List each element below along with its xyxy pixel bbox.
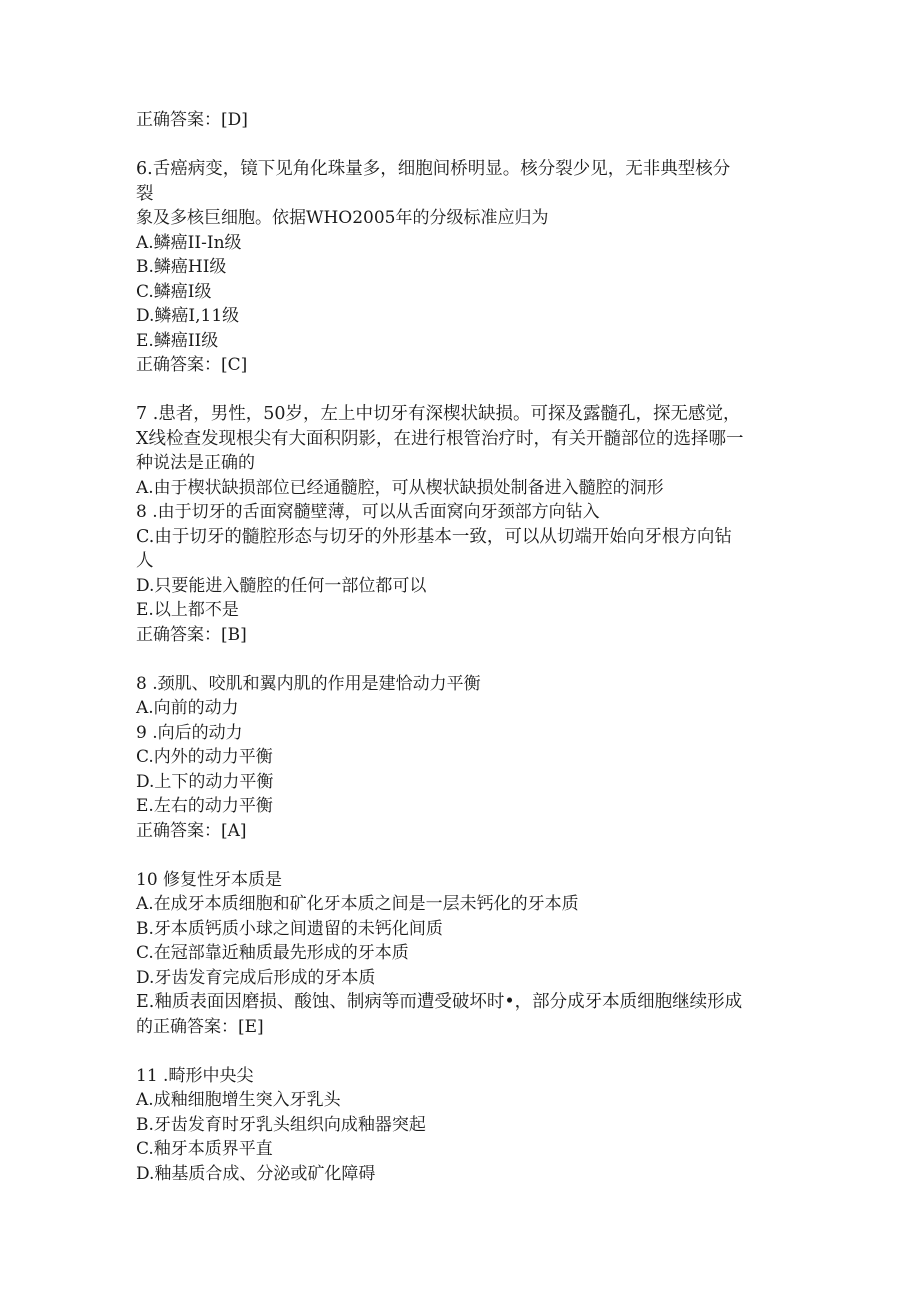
question-8-answer: 正确答案：[A] [136, 820, 247, 841]
question-10 [136, 868, 786, 1040]
question-7-stem-line-3: 种说法是正确的 [136, 453, 255, 473]
question-7-option-d: D.只要能进入髓腔的任何一部位都可以 [136, 575, 427, 596]
question-7-option-e: E.以上都不是 [136, 600, 239, 620]
question-7-answer: 正确答案：[B] [136, 624, 247, 645]
question-10-option-c: C.在冠部靠近釉质最先形成的牙本质 [136, 943, 409, 963]
question-8 [136, 672, 786, 844]
question-10-option-a: A.在成牙本质细胞和矿化牙本质之间是一层未钙化的牙本质 [136, 894, 579, 914]
question-11-option-a: A.成釉细胞增生突入牙乳头 [136, 1090, 341, 1110]
question-8-option-c: C.内外的动力平衡 [136, 747, 273, 767]
question-8-option-d: D.上下的动力平衡 [136, 771, 274, 792]
spacer [136, 133, 786, 158]
document-page [136, 108, 786, 1186]
answer-block-5 [136, 108, 786, 133]
question-11 [136, 1064, 786, 1187]
question-10-option-e: E.釉质表面因磨损、酸蚀、制病等而遭受破坏时•，部分成牙本质细胞继续形成 [136, 992, 743, 1012]
question-6-answer: 正确答案：[C] [136, 355, 248, 375]
question-7 [136, 402, 786, 647]
question-6-option-e: E.鳞癌II级 [136, 330, 219, 351]
question-11-option-d: D.釉基质合成、分泌或矿化障碍 [136, 1163, 376, 1184]
question-7-option-c-line-1: C.由于切牙的髓腔形态与切牙的外形基本一致，可以从切端开始向牙根方向钻 [136, 526, 732, 547]
question-8-option-b: 9 .向后的动力 [136, 722, 243, 743]
question-6-option-b: B.鳞癌HI级 [136, 257, 227, 277]
question-8-option-e: E.左右的动力平衡 [136, 796, 273, 816]
spacer [136, 1039, 786, 1064]
question-8-option-a: A.向前的动力 [136, 698, 239, 718]
question-6-stem-line-3: 象及多核巨细胞。依据WHO2005年的分级标准应归为 [136, 208, 549, 228]
question-11-option-b: B.牙齿发育时牙乳头组织向成釉器突起 [136, 1114, 426, 1135]
question-7-option-a: A.由于楔状缺损部位已经通髓腔，可从楔状缺损处制备进入髓腔的洞形 [136, 477, 664, 498]
question-11-option-c: C.釉牙本质界平直 [136, 1139, 273, 1159]
spacer [136, 843, 786, 868]
question-6 [136, 157, 786, 378]
question-11-stem: 11 .畸形中央尖 [136, 1065, 254, 1086]
question-10-option-d: D.牙齿发育完成后形成的牙本质 [136, 967, 376, 988]
question-7-option-c-line-2: 人 [136, 551, 154, 571]
question-10-option-b: B.牙本质钙质小球之间遗留的未钙化间质 [136, 918, 443, 939]
question-8-stem: 8 .颈肌、咬肌和翼内肌的作用是建恰动力平衡 [136, 673, 481, 694]
question-6-option-c: C.鳞癌I级 [136, 281, 212, 302]
answer-line: 正确答案：[D] [136, 110, 248, 130]
question-6-stem-line-2: 裂 [136, 183, 154, 204]
question-7-stem-line-2: X线检查发现根尖有大面积阴影，在进行根管治疗时，有关开髓部位的选择哪一 [136, 428, 744, 449]
question-10-answer: 的正确答案：[E] [136, 1016, 264, 1037]
question-7-option-b: 8 .由于切牙的舌面窝髓壁薄，可以从舌面窝向牙颈部方向钻入 [136, 502, 600, 522]
question-6-option-a: A.鳞癌II-In级 [136, 232, 242, 253]
question-10-stem: 10 修复性牙本质是 [136, 869, 283, 890]
question-7-stem-line-1: 7 .患者，男性，50岁，左上中切牙有深楔状缺损。可探及露髓孔，探无感觉， [136, 404, 741, 424]
question-6-option-d: D.鳞癌I,11级 [136, 306, 240, 326]
question-6-stem-line-1: 6.舌癌病变，镜下见角化珠量多，细胞间桥明显。核分裂少见，无非典型核分 [136, 159, 731, 179]
spacer [136, 378, 786, 403]
spacer [136, 647, 786, 672]
